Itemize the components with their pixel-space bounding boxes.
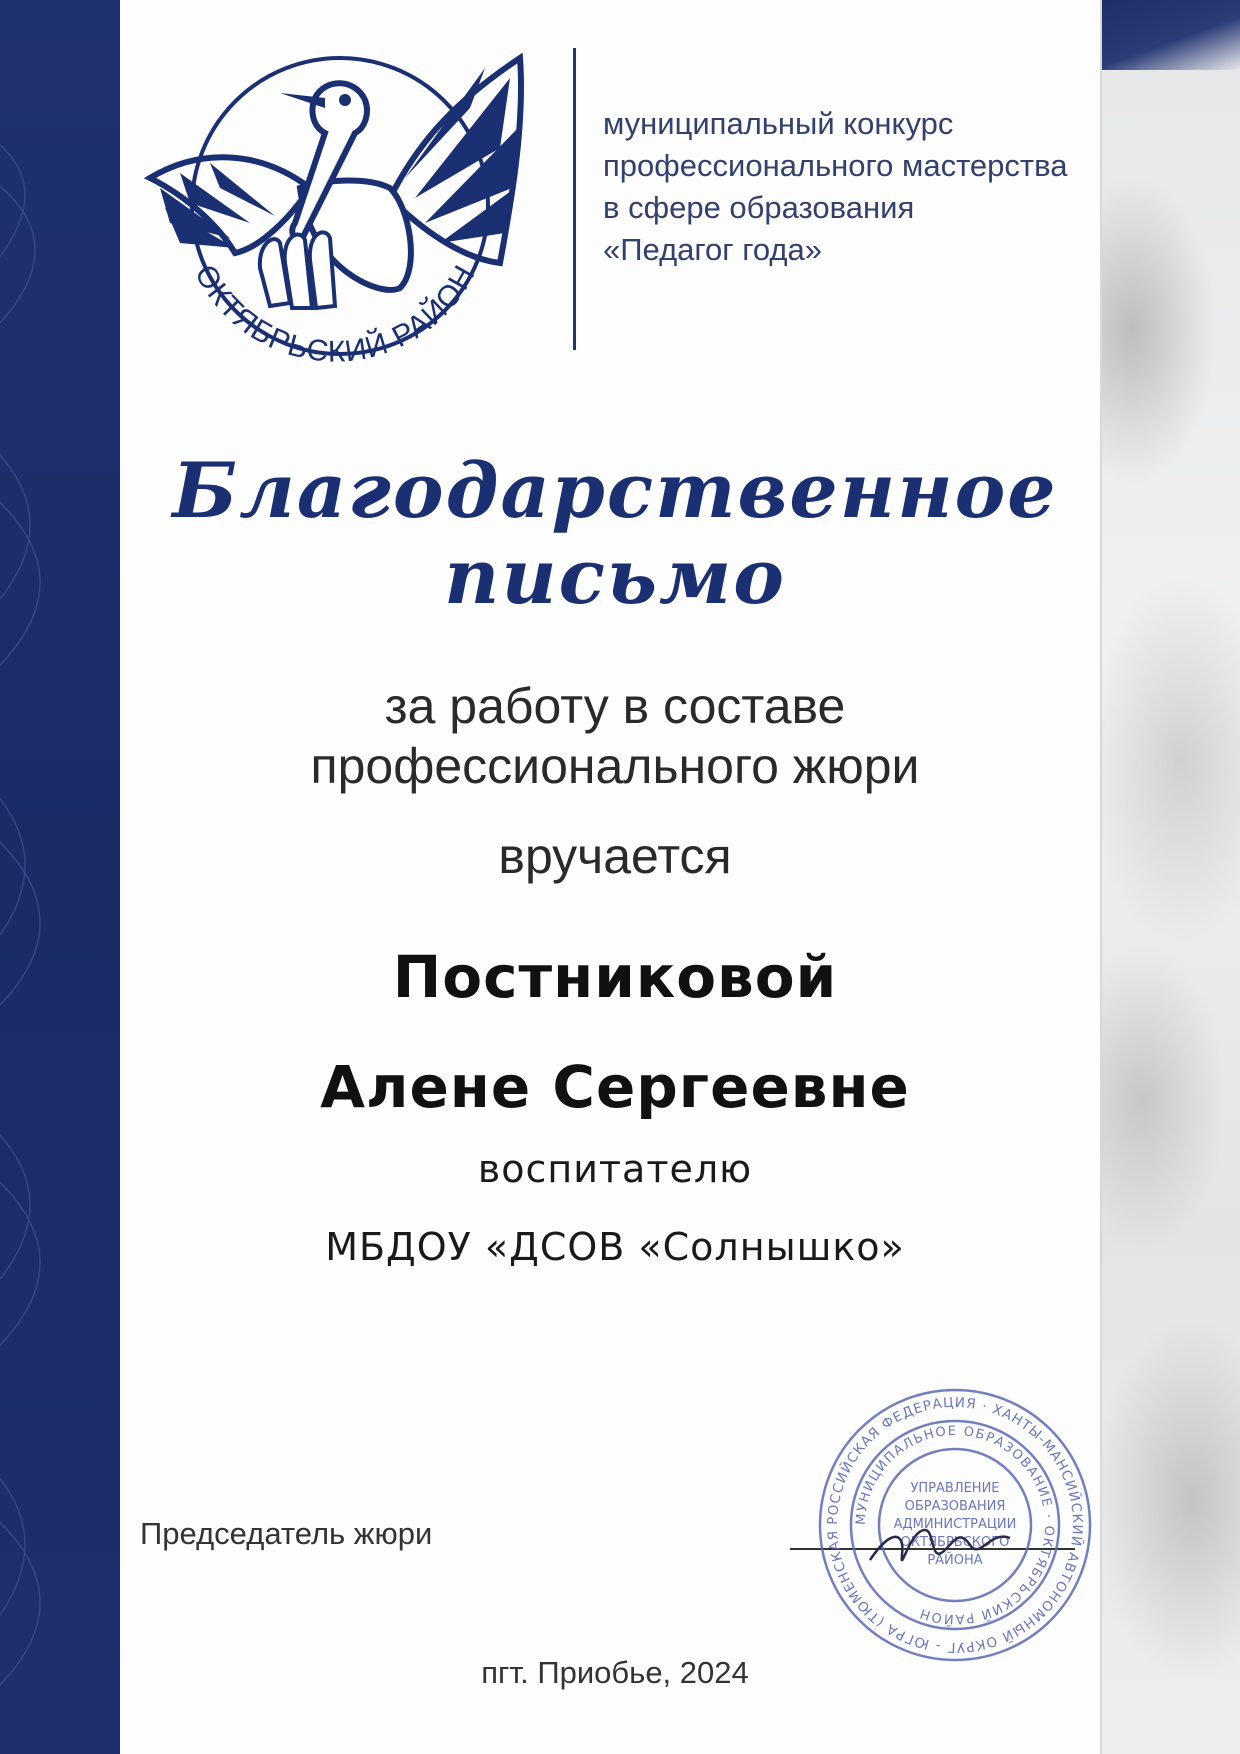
left-decorative-band [0, 0, 120, 1754]
official-stamp [810, 1380, 1100, 1670]
contest-line: профессионального мастерства [603, 148, 1068, 183]
recipient-position [130, 1130, 1100, 1286]
awarded-label: вручается [498, 828, 732, 884]
signature-label: Председатель жюри [140, 1516, 433, 1551]
contest-line: муниципальный конкурс [603, 106, 954, 141]
recipient-name [130, 922, 1100, 1142]
stamp-outer-text: РОССИЙСКАЯ ФЕДЕРАЦИЯ · ХАНТЫ-МАНСИЙСКИЙ АВТОНОМНЫЙ ОКРУГ - ЮГРА (ТЮМЕНСКАЯ [824, 1394, 1086, 1656]
stamp-center-line: РАЙОНА [927, 1553, 983, 1568]
stamp-center-line: УПРАВЛЕНИЕ [910, 1481, 1000, 1496]
position-organization: МБДОУ «ДСОВ «Солнышко» [325, 1225, 905, 1269]
title-line-2: письмо [444, 532, 786, 621]
stamp-center-line: АДМИНИСТРАЦИИ [893, 1517, 1017, 1532]
stamp-center-line: ОКТЯБРЬСКОГО [900, 1535, 1010, 1550]
stamp-center-line: ОБРАЗОВАНИЯ [904, 1499, 1006, 1514]
contest-line: «Педагог года» [603, 232, 822, 267]
recipient-given-names: Алене Сергеевне [320, 1053, 910, 1121]
header-divider [573, 48, 576, 350]
place-and-year: пгт. Приобье, 2024 [481, 1655, 749, 1690]
position-title: воспитателю [477, 1147, 753, 1191]
recipient-surname: Постниковой [392, 943, 838, 1011]
award-reason [130, 676, 1100, 796]
svg-text:ОКТЯБРЬСКИЙ РАЙОН [188, 259, 482, 368]
stamp-seal-icon [810, 1380, 1100, 1670]
title-line-1: Благодарственное [172, 446, 1058, 535]
contest-description [603, 103, 1103, 271]
right-decorative-band [1102, 0, 1240, 1754]
stamp-inner-text: МУНИЦИПАЛЬНОЕ ОБРАЗОВАНИЕ · ОКТЯБРЬСКИЙ РАЙОН [853, 1423, 1057, 1627]
right-band-blue-corner [1102, 0, 1240, 70]
logo-ring-text: ОКТЯБРЬСКИЙ РАЙОН [188, 259, 482, 369]
reason-line-1: за работу в составе [384, 678, 846, 734]
document-title [130, 448, 1100, 620]
pelican-logo [140, 38, 530, 378]
contest-line: в сфере образования [603, 190, 915, 225]
pelican-icon [140, 38, 530, 378]
reason-line-2: профессионального жюри [310, 738, 920, 794]
